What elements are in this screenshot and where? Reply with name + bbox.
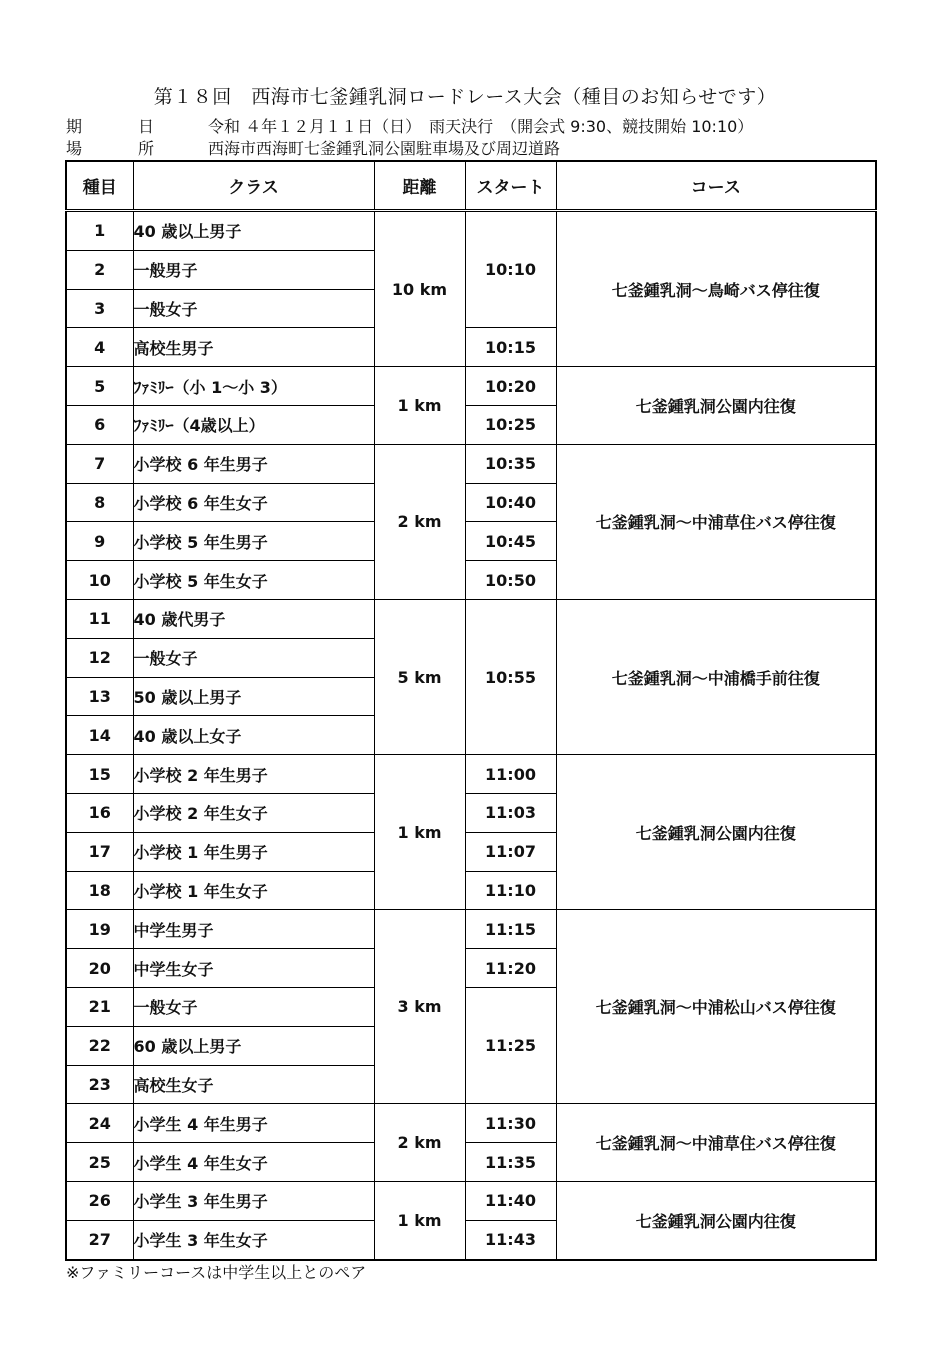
start-time-cell: 10:55	[465, 599, 556, 754]
class-cell: 40 歳以上男子	[133, 211, 374, 251]
class-cell: 小学校 5 年生男子	[133, 522, 374, 561]
header-class: クラス	[133, 161, 374, 211]
event-number-cell: 4	[66, 328, 133, 367]
table-row	[66, 444, 876, 483]
table-row	[66, 599, 876, 638]
class-cell: 小学校 1 年生女子	[133, 871, 374, 910]
event-number-cell: 21	[66, 987, 133, 1026]
class-cell: ﾌｧﾐﾘｰ（4歳以上）	[133, 405, 374, 444]
header-distance: 距離	[374, 161, 465, 211]
start-time-cell: 11:25	[465, 987, 556, 1103]
footnote: ※ファミリーコースは中学生以上とのペア	[66, 1263, 367, 1282]
place-value: 西海市西海町七釜鍾乳洞公園駐車場及び周辺道路	[208, 139, 561, 158]
page-title: 第１８回 西海市七釜鍾乳洞ロードレース大会（種目のお知らせです）	[153, 86, 777, 108]
start-time-cell: 10:20	[465, 367, 556, 406]
class-cell: 小学生 4 年生男子	[133, 1104, 374, 1143]
event-number-cell: 18	[66, 871, 133, 910]
date-value: 令和 ４年１２月１１日（日） 雨天決行 （開会式 9:30、競技開始 10:10）	[208, 117, 754, 136]
table-row	[66, 1104, 876, 1143]
event-number-cell: 24	[66, 1104, 133, 1143]
event-number-cell: 6	[66, 405, 133, 444]
table-row	[66, 1181, 876, 1220]
start-time-cell: 11:07	[465, 832, 556, 871]
start-time-cell: 10:35	[465, 444, 556, 483]
event-number-cell: 7	[66, 444, 133, 483]
event-number-cell: 1	[66, 211, 133, 251]
start-time-cell: 10:45	[465, 522, 556, 561]
event-number-cell: 23	[66, 1065, 133, 1104]
distance-cell: 5 km	[374, 599, 465, 754]
event-number-cell: 25	[66, 1143, 133, 1182]
course-cell: 七釜鍾乳洞～中浦松山バス停往復	[556, 910, 876, 1104]
event-number-cell: 22	[66, 1026, 133, 1065]
start-time-cell: 10:40	[465, 483, 556, 522]
event-number-cell: 12	[66, 638, 133, 677]
event-number-cell: 26	[66, 1181, 133, 1220]
event-number-cell: 2	[66, 250, 133, 289]
event-number-cell: 27	[66, 1220, 133, 1259]
class-cell: 小学校 6 年生女子	[133, 483, 374, 522]
distance-cell: 2 km	[374, 1104, 465, 1182]
class-cell: 40 歳以上女子	[133, 716, 374, 755]
class-cell: 小学生 3 年生女子	[133, 1220, 374, 1259]
start-time-cell: 10:15	[465, 328, 556, 367]
class-cell: 一般男子	[133, 250, 374, 289]
event-number-cell: 16	[66, 793, 133, 832]
table-body	[66, 211, 876, 1260]
date-label-1: 期	[66, 117, 83, 136]
distance-cell: 1 km	[374, 1181, 465, 1259]
table-row	[66, 755, 876, 794]
event-number-cell: 10	[66, 561, 133, 600]
course-cell: 七釜鍾乳洞～中浦橋手前往復	[556, 599, 876, 754]
table-row	[66, 367, 876, 406]
date-label-2: 日	[138, 117, 155, 136]
class-cell: 小学生 4 年生女子	[133, 1143, 374, 1182]
header-course: コース	[556, 161, 876, 211]
class-cell: 小学校 5 年生女子	[133, 561, 374, 600]
class-cell: ﾌｧﾐﾘｰ（小 1～小 3）	[133, 367, 374, 406]
event-number-cell: 19	[66, 910, 133, 949]
place-label-2: 所	[138, 139, 155, 158]
start-time-cell: 10:10	[465, 211, 556, 328]
start-time-cell: 11:20	[465, 949, 556, 988]
table-header-row	[66, 161, 876, 211]
course-cell: 七釜鍾乳洞～中浦草住バス停往復	[556, 1104, 876, 1182]
event-number-cell: 15	[66, 755, 133, 794]
table-row	[66, 910, 876, 949]
distance-cell: 1 km	[374, 367, 465, 445]
class-cell: 小学生 3 年生男子	[133, 1181, 374, 1220]
start-time-cell: 10:50	[465, 561, 556, 600]
start-time-cell: 11:03	[465, 793, 556, 832]
event-number-cell: 8	[66, 483, 133, 522]
course-cell: 七釜鍾乳洞公園内往復	[556, 367, 876, 445]
class-cell: 一般女子	[133, 289, 374, 328]
event-number-cell: 14	[66, 716, 133, 755]
class-cell: 小学校 2 年生男子	[133, 755, 374, 794]
class-cell: 高校生女子	[133, 1065, 374, 1104]
header-start: スタート	[465, 161, 556, 211]
start-time-cell: 11:00	[465, 755, 556, 794]
start-time-cell: 10:25	[465, 405, 556, 444]
event-number-cell: 5	[66, 367, 133, 406]
course-cell: 七釜鍾乳洞公園内往復	[556, 1181, 876, 1259]
course-cell: 七釜鍾乳洞～鳥崎バス停往復	[556, 211, 876, 367]
class-cell: 中学生男子	[133, 910, 374, 949]
start-time-cell: 11:35	[465, 1143, 556, 1182]
event-schedule-table	[65, 160, 877, 1261]
class-cell: 40 歳代男子	[133, 599, 374, 638]
event-number-cell: 20	[66, 949, 133, 988]
distance-cell: 3 km	[374, 910, 465, 1104]
header-event-no: 種目	[66, 161, 133, 211]
class-cell: 中学生女子	[133, 949, 374, 988]
start-time-cell: 11:15	[465, 910, 556, 949]
course-cell: 七釜鍾乳洞公園内往復	[556, 755, 876, 910]
class-cell: 60 歳以上男子	[133, 1026, 374, 1065]
start-time-cell: 11:30	[465, 1104, 556, 1143]
start-time-cell: 11:43	[465, 1220, 556, 1259]
distance-cell: 2 km	[374, 444, 465, 599]
place-label-1: 場	[66, 139, 83, 158]
event-number-cell: 9	[66, 522, 133, 561]
class-cell: 高校生男子	[133, 328, 374, 367]
class-cell: 一般女子	[133, 638, 374, 677]
event-number-cell: 17	[66, 832, 133, 871]
class-cell: 小学校 1 年生男子	[133, 832, 374, 871]
class-cell: 50 歳以上男子	[133, 677, 374, 716]
course-cell: 七釜鍾乳洞～中浦草住バス停往復	[556, 444, 876, 599]
table-row	[66, 211, 876, 251]
event-number-cell: 11	[66, 599, 133, 638]
class-cell: 小学校 2 年生女子	[133, 793, 374, 832]
event-number-cell: 3	[66, 289, 133, 328]
class-cell: 小学校 6 年生男子	[133, 444, 374, 483]
start-time-cell: 11:40	[465, 1181, 556, 1220]
class-cell: 一般女子	[133, 987, 374, 1026]
distance-cell: 10 km	[374, 211, 465, 367]
distance-cell: 1 km	[374, 755, 465, 910]
event-number-cell: 13	[66, 677, 133, 716]
start-time-cell: 11:10	[465, 871, 556, 910]
